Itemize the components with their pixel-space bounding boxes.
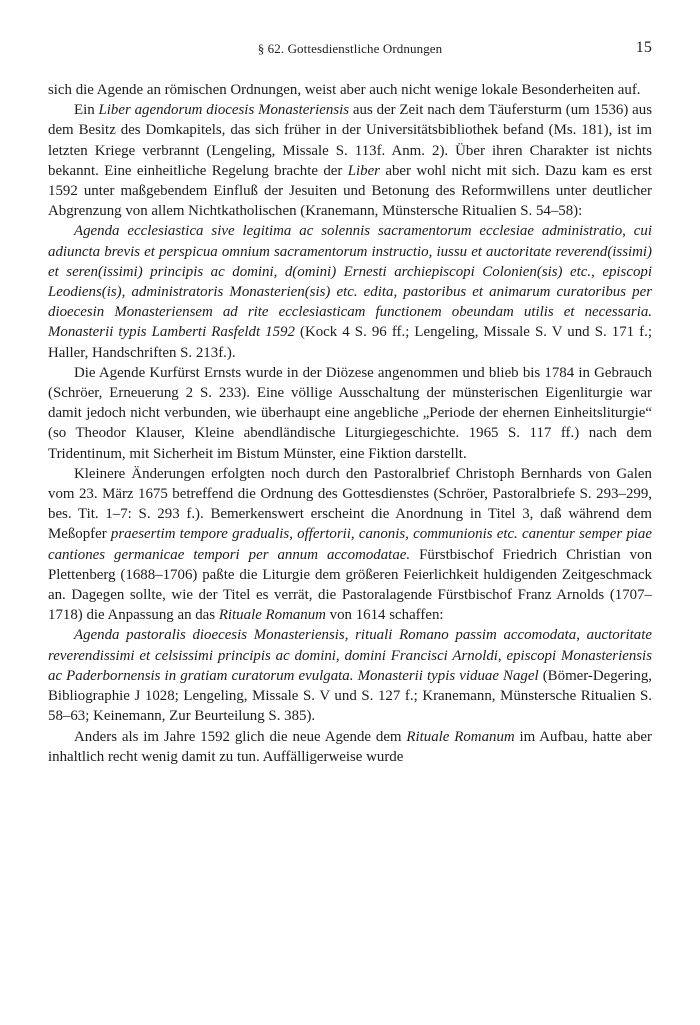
body-paragraph bbox=[48, 727, 652, 767]
italic-text: Rituale Romanum bbox=[218, 607, 326, 624]
text-run: Kleinere Änderungen erfolgten noch durch den Pastoralbrief Christoph Bernhards von Galen vom 23. März 1675 betreffend die Ordnung des Gottesdienstes (Schröer, Pastoralbriefe S. 293–299, bes. Tit. 1–7: S. 293 f.). Bemerkenswert erscheint die Anordnung in Titel 3, daß während dem Meßopfer bbox=[48, 465, 652, 543]
text-run: (Bömer-Degering, Bibliographie J 1028; Lengeling, Missale S. V und S. 127 f.; Kranemann, Münstersche Ritualien S. 58–63; Keinemann, Zur Beurteilung S. 385). bbox=[48, 667, 653, 725]
running-title: § 62. Gottesdienstliche Ordnungen bbox=[257, 41, 443, 56]
italic-text: Rituale Romanum bbox=[406, 728, 515, 745]
italic-text: Agenda pastoralis dioecesis Monasteriensis, rituali Romano passim accomodata, auctoritate reverendissimi et celsissimi principis ac domini, domini Francisci Arnoldi, episcopi Monasteriensis ac Paderbornensis in gratiam curatorum evulgata. Monasterii typis viduae Nagel bbox=[48, 627, 652, 684]
text-run: Anders als im Jahre 1592 glich die neue Agende dem bbox=[74, 728, 407, 745]
italic-text: Liber agendorum diocesis Monasteriensis bbox=[98, 102, 350, 119]
page-number: 15 bbox=[635, 39, 652, 56]
text-run: Ein bbox=[74, 102, 99, 119]
italic-text: praesertim tempore gradualis, offertorii, canonis, communionis etc. canentur semper piae cantiones germanicae tempori per annum accomodatae. bbox=[48, 526, 652, 563]
body-paragraph bbox=[48, 464, 652, 626]
italic-text: Agenda ecclesiastica sive legitima ac solennis sacramentorum ecclesiae administratio, cui adiuncta brevis et perspicua omnium sacramentorum instructio, iussu et auctoritate reverend(issimi) et seren(issimi) principis ac domini, d(omini) Ernesti archiepiscopi Colonien(sis) etc., episcopi Leodiens(is), administratoris Monasterien(sis) etc. edita, pastoribus et animarum curatoribus per dioecesin Monasteriensem ad rite ecclesiasticam functionem obeundam utilis et necessaria. Monasterii typis Lamberti Rasfeldt 1592 bbox=[48, 223, 652, 341]
text-run: aber wohl nicht mit sich. Dazu kam es erst 1592 unter maßgebendem Einfluß der Jesuiten und Betonung des Reformwillens unter deutlicher Abgrenzung von allem Nichtkatholischen (Kranemann, Münstersche Ritualien S. 54–58): bbox=[48, 162, 652, 220]
text-run: Fürstbischof Friedrich Christian von Plettenberg (1688–1706) paßte die Liturgie dem größeren Feierlichkeit huldigenden Zeitgeschmack an. Dagegen sollte, wie der Titel es verrät, die Pastoralagende Fürstbischof Franz Arnolds (1707–1718) die Anpassung an das bbox=[48, 546, 653, 624]
text-run: im Aufbau, hatte aber inhaltlich recht wenig damit zu tun. Auffälligerweise wurde bbox=[48, 728, 652, 765]
italic-text: Liber bbox=[347, 162, 380, 179]
text-run: Die Agende Kurfürst Ernsts wurde in der Diözese angenommen und blieb bis 1784 in Gebrauch (Schröer, Erneuerung 2 S. 233). Eine völlige Ausschaltung der münsterischen Eigenliturgie war damit jedoch nicht verbunden, wie überhaupt eine angebliche „Periode der ehernen Einheitsliturgie“ (so Theodor Klauser, Kleine abendländische Liturgiegeschichte. 1965 S. 117 ff.) nach dem Tridentinum, mit Sicherheit im Bistum Münster, eine Fiktion darstellt. bbox=[48, 364, 652, 462]
latin-citation-paragraph bbox=[48, 625, 652, 726]
text-run: (Kock 4 S. 96 ff.; Lengeling, Missale S. V und S. 171 f.; Haller, Handschriften S. 213f.). bbox=[48, 324, 652, 361]
body-text bbox=[48, 80, 652, 767]
text-run: sich die Agende an römischen Ordnungen, weist aber auch nicht wenige lokale Besonderheiten auf. bbox=[48, 82, 641, 98]
latin-citation-paragraph bbox=[48, 221, 652, 362]
text-run: aus der Zeit nach dem Täufersturm (um 1536) aus dem Besitz des Domkapitels, das sich früher in der Universitätsbibliothek befand (Ms. 181), ist im letzten Kriege verbrannt (Lengeling, Missale S. 113f. Anm. 2). Über ihren Charakter ist nichts bekannt. Eine einheitliche Regelung brachte der bbox=[48, 102, 652, 179]
body-paragraph bbox=[48, 80, 652, 100]
body-paragraph bbox=[48, 363, 652, 464]
text-run: von 1614 schaffen: bbox=[325, 607, 444, 624]
body-paragraph bbox=[48, 100, 652, 221]
